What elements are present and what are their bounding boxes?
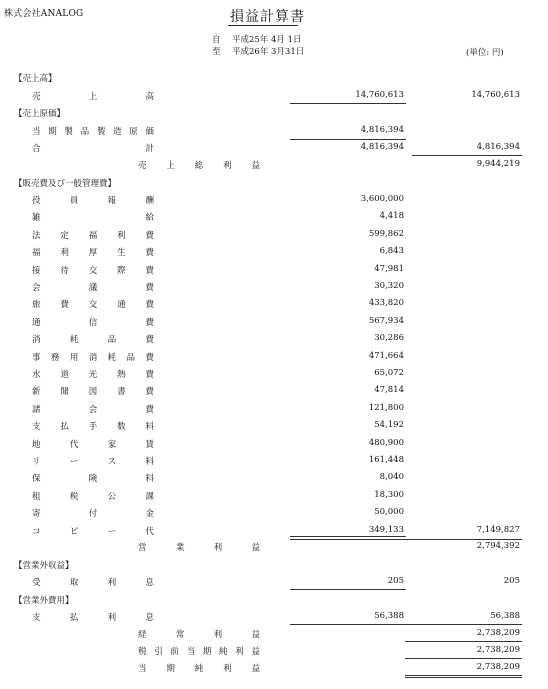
- expense-value: 30,286: [374, 333, 404, 344]
- label-gross-profit: 売 上 総 利 益: [138, 161, 260, 171]
- rule: [290, 139, 406, 140]
- expense-label: 支 払 手 数 料: [32, 422, 154, 433]
- interest-expense-outer: 56,388: [490, 611, 520, 621]
- period-from-label: 自: [212, 35, 221, 45]
- label-interest-expense: 支 払 利 息: [32, 613, 154, 623]
- expense-value: 4,418: [379, 211, 404, 222]
- label-cogs-mfg: 当 期 製 品 製 造 原 価: [32, 127, 154, 137]
- company-name: 株式会社ANALOG: [4, 9, 84, 19]
- cogs-total-inner: 4,816,394: [360, 142, 404, 152]
- title-underline: [228, 25, 298, 26]
- cogs-mfg-inner: 4,816,394: [360, 125, 404, 135]
- label-pretax-profit: 税 引 前 当 期 純 利 益: [138, 647, 260, 657]
- expense-label: 福 利 厚 生 費: [32, 248, 154, 259]
- ordinary-profit-outer: 2,738,209: [476, 628, 520, 638]
- expense-label: 法 定 福 利 費: [32, 230, 154, 241]
- expense-value: 50,000: [374, 507, 404, 518]
- expense-value: 433,820: [368, 298, 404, 309]
- rule: [290, 536, 406, 537]
- pretax-profit-outer: 2,738,209: [476, 645, 520, 655]
- rule: [290, 539, 522, 540]
- expense-label: 諸 会 費: [32, 404, 154, 415]
- rule: [290, 624, 522, 625]
- sales-outer: 14,760,613: [471, 90, 520, 100]
- rule: [290, 103, 406, 104]
- expense-value: 18,300: [374, 489, 404, 500]
- expense-value: 8,040: [379, 472, 404, 483]
- expense-value: 599,862: [368, 228, 404, 239]
- interest-expense-inner: 56,388: [374, 611, 404, 621]
- interest-income-outer: 205: [503, 576, 520, 586]
- expense-label: 通 信 費: [32, 317, 154, 328]
- sales-inner: 14,760,613: [355, 90, 404, 100]
- label-interest-income: 受 取 利 息: [32, 578, 154, 588]
- label-sales: 売 上 高: [32, 92, 154, 102]
- gross-profit-outer: 9,944,219: [476, 159, 520, 169]
- expense-value: 161,448: [368, 455, 404, 465]
- operating-profit-outer: 2,794,392: [476, 541, 520, 551]
- expense-label: 事 務 用 消 耗 品 費: [32, 352, 154, 363]
- expense-label: 租 税 公 課: [32, 491, 154, 502]
- expense-value: 349,133: [368, 524, 404, 535]
- expense-value: 480,900: [368, 437, 404, 448]
- double-rule: [405, 675, 522, 678]
- interest-income-inner: 205: [387, 576, 404, 586]
- expense-value: 121,800: [368, 402, 404, 413]
- expense-value: 54,192: [374, 420, 404, 431]
- net-profit-outer: 2,738,209: [476, 662, 520, 672]
- expense-label: 会 議 費: [32, 283, 154, 293]
- expense-value: 567,934: [368, 315, 404, 326]
- period-to-label: 至: [212, 47, 221, 57]
- expense-value: 47,981: [374, 263, 404, 274]
- label-cogs-total: 合 計: [32, 144, 154, 154]
- rule: [405, 658, 522, 659]
- expense-label: 旅 費 交 通 費: [32, 300, 154, 311]
- expense-label: 寄 付 金: [32, 509, 154, 520]
- cogs-total-outer: 4,816,394: [476, 142, 520, 152]
- expense-label: 接 待 交 際 費: [32, 265, 154, 276]
- expense-label: 役 員 報 酬: [32, 196, 154, 206]
- expense-label: 新 聞 図 書 費: [32, 387, 154, 398]
- section-cogs: 【売上原価】: [14, 109, 66, 119]
- expense-label: 地 代 家 賃: [32, 439, 154, 450]
- label-ordinary-profit: 経 常 利 益: [138, 630, 260, 640]
- expense-label: リ ー ス 料: [32, 457, 154, 467]
- unit-label: (単位: 円): [466, 48, 504, 58]
- expense-value: 471,664: [368, 350, 404, 361]
- document-title: 損益計算書: [230, 9, 305, 25]
- period-from-date: 平成25年 4月 1日: [232, 35, 302, 45]
- rule: [405, 641, 522, 642]
- expense-label: 雑 給: [32, 213, 154, 224]
- section-nonop-expense: 【営業外費用】: [14, 596, 74, 606]
- label-net-profit: 当 期 純 利 益: [138, 664, 260, 674]
- section-nonop-income: 【営業外収益】: [14, 561, 74, 571]
- expense-label: 消 耗 品 費: [32, 335, 154, 346]
- expense-value: 47,814: [374, 385, 404, 396]
- expense-label: コ ピ ー 代: [32, 526, 154, 537]
- section-sales: 【売上高】: [14, 74, 57, 84]
- expense-total-outer: 7,149,827: [476, 524, 520, 535]
- period-to-date: 平成26年 3月31日: [232, 47, 305, 57]
- section-sga: 【販売費及び一般管理費】: [14, 179, 117, 189]
- rule: [290, 589, 406, 590]
- expense-label: 水 道 光 熱 費: [32, 370, 154, 380]
- expense-value: 30,320: [374, 281, 404, 291]
- rule: [412, 155, 522, 156]
- label-operating-profit: 営 業 利 益: [138, 543, 260, 553]
- expense-value: 3,600,000: [360, 194, 404, 204]
- expense-value: 65,072: [374, 368, 404, 378]
- expense-label: 保 険 料: [32, 474, 154, 485]
- expense-value: 6,843: [379, 246, 404, 257]
